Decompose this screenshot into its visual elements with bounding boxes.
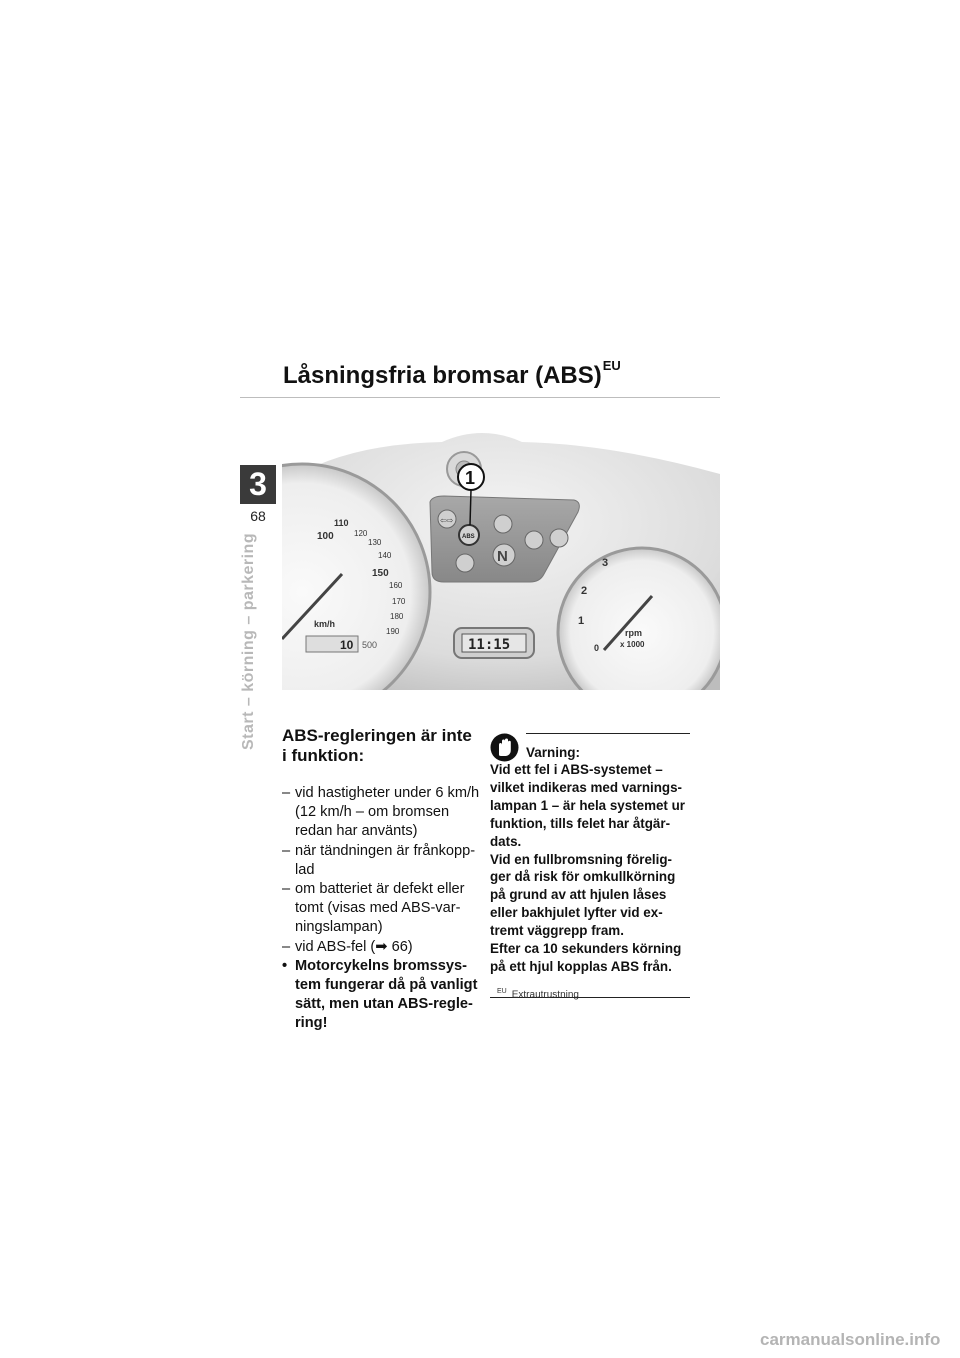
list-item: – vid ABS-fel (➡ 66) bbox=[282, 938, 480, 957]
bullet-note: • Motorcykelns bromssys-tem fungerar då på vanligt sätt, men utan ABS-regle-ring! bbox=[282, 957, 480, 1034]
title-rule bbox=[240, 397, 720, 398]
instrument-cluster-figure bbox=[282, 424, 720, 690]
neutral-light-label: N bbox=[497, 548, 508, 565]
list-item: – om batteriet är defekt eller tomt (visas med ABS-var-ningslampan) bbox=[282, 880, 480, 938]
chapter-side-label: Start – körning – parkering bbox=[240, 532, 257, 750]
speedo-tick-140: 140 bbox=[378, 551, 392, 560]
clock-time: 11:15 bbox=[468, 637, 511, 653]
fuel-reserve-icon bbox=[456, 554, 474, 572]
tacho-tick-1: 1 bbox=[578, 615, 585, 627]
warning-paragraph: Vid en fullbromsning förelig-ger då risk för omkullkörning på grund av att hjulen låses eller bakhjulet lyfter vid ex-tremt väggrepp fram. bbox=[490, 851, 676, 939]
footnote bbox=[497, 988, 579, 1000]
speedo-tick-160: 160 bbox=[389, 581, 403, 590]
abs-conditions-list bbox=[282, 784, 480, 1034]
tacho-unit: rpm bbox=[625, 628, 643, 638]
page-title: Låsningsfria bromsar (ABS)$^{EU}$ bbox=[283, 358, 621, 389]
svg-text:⇦⇨: ⇦⇨ bbox=[440, 516, 454, 525]
temperature-icon bbox=[550, 529, 568, 547]
chapter-number: 3 bbox=[240, 465, 276, 504]
title-superscript: EU bbox=[602, 358, 621, 373]
list-item: – när tändningen är frånkopp-lad bbox=[282, 842, 480, 880]
tacho-multiplier: x 1000 bbox=[620, 640, 645, 649]
oil-pressure-icon bbox=[525, 531, 543, 549]
page-number: 68 bbox=[250, 508, 266, 524]
callout-leader bbox=[470, 490, 471, 525]
abs-light-label: ABS bbox=[462, 534, 475, 540]
speedo-tick-130: 130 bbox=[368, 538, 382, 547]
speedo-tick-120: 120 bbox=[354, 529, 368, 538]
warning-text bbox=[490, 761, 690, 976]
footnote-mark: EU bbox=[497, 988, 507, 995]
speedo-tick-150: 150 bbox=[372, 568, 389, 579]
warning-paragraph: Efter ca 10 sekunders körning på ett hjul kopplas ABS från. bbox=[490, 941, 682, 974]
speedo-tick-170: 170 bbox=[392, 597, 406, 606]
watermark-link[interactable]: carmanualsonline.info bbox=[760, 1330, 941, 1349]
tacho-tick-2: 2 bbox=[581, 585, 588, 597]
warning-hand-icon bbox=[490, 733, 519, 762]
tacho-tick-3: 3 bbox=[602, 557, 609, 569]
speedo-tick-110: 110 bbox=[334, 518, 349, 528]
speedo-tick-100: 100 bbox=[317, 531, 334, 542]
speedo-tick-190: 190 bbox=[386, 627, 400, 636]
tacho-tick-0: 0 bbox=[594, 643, 600, 653]
abs-conditions-heading: ABS-regleringen är inte i funktion: bbox=[282, 726, 472, 765]
footnote-text: Extrautrustning bbox=[511, 989, 579, 1001]
warning-top-rule bbox=[526, 733, 690, 734]
warning-label: Varning: bbox=[526, 745, 581, 760]
list-item: – vid hastigheter under 6 km/h (12 km/h – om bromsen redan har använts) bbox=[282, 784, 480, 842]
abs-conditions-section bbox=[282, 726, 480, 1034]
high-beam-icon bbox=[494, 515, 512, 533]
warning-paragraph: Vid ett fel i ABS-systemet – vilket indikeras med varnings-lampan 1 – är hela systemet ur funktion, tills felet har åtgär-dats. bbox=[490, 762, 686, 849]
odometer-value: 10 bbox=[340, 638, 354, 652]
callout-number: 1 bbox=[465, 468, 476, 488]
speedo-tick-180: 180 bbox=[390, 612, 404, 621]
odometer-right-value: 500 bbox=[362, 640, 378, 650]
speedo-unit: km/h bbox=[314, 619, 336, 629]
